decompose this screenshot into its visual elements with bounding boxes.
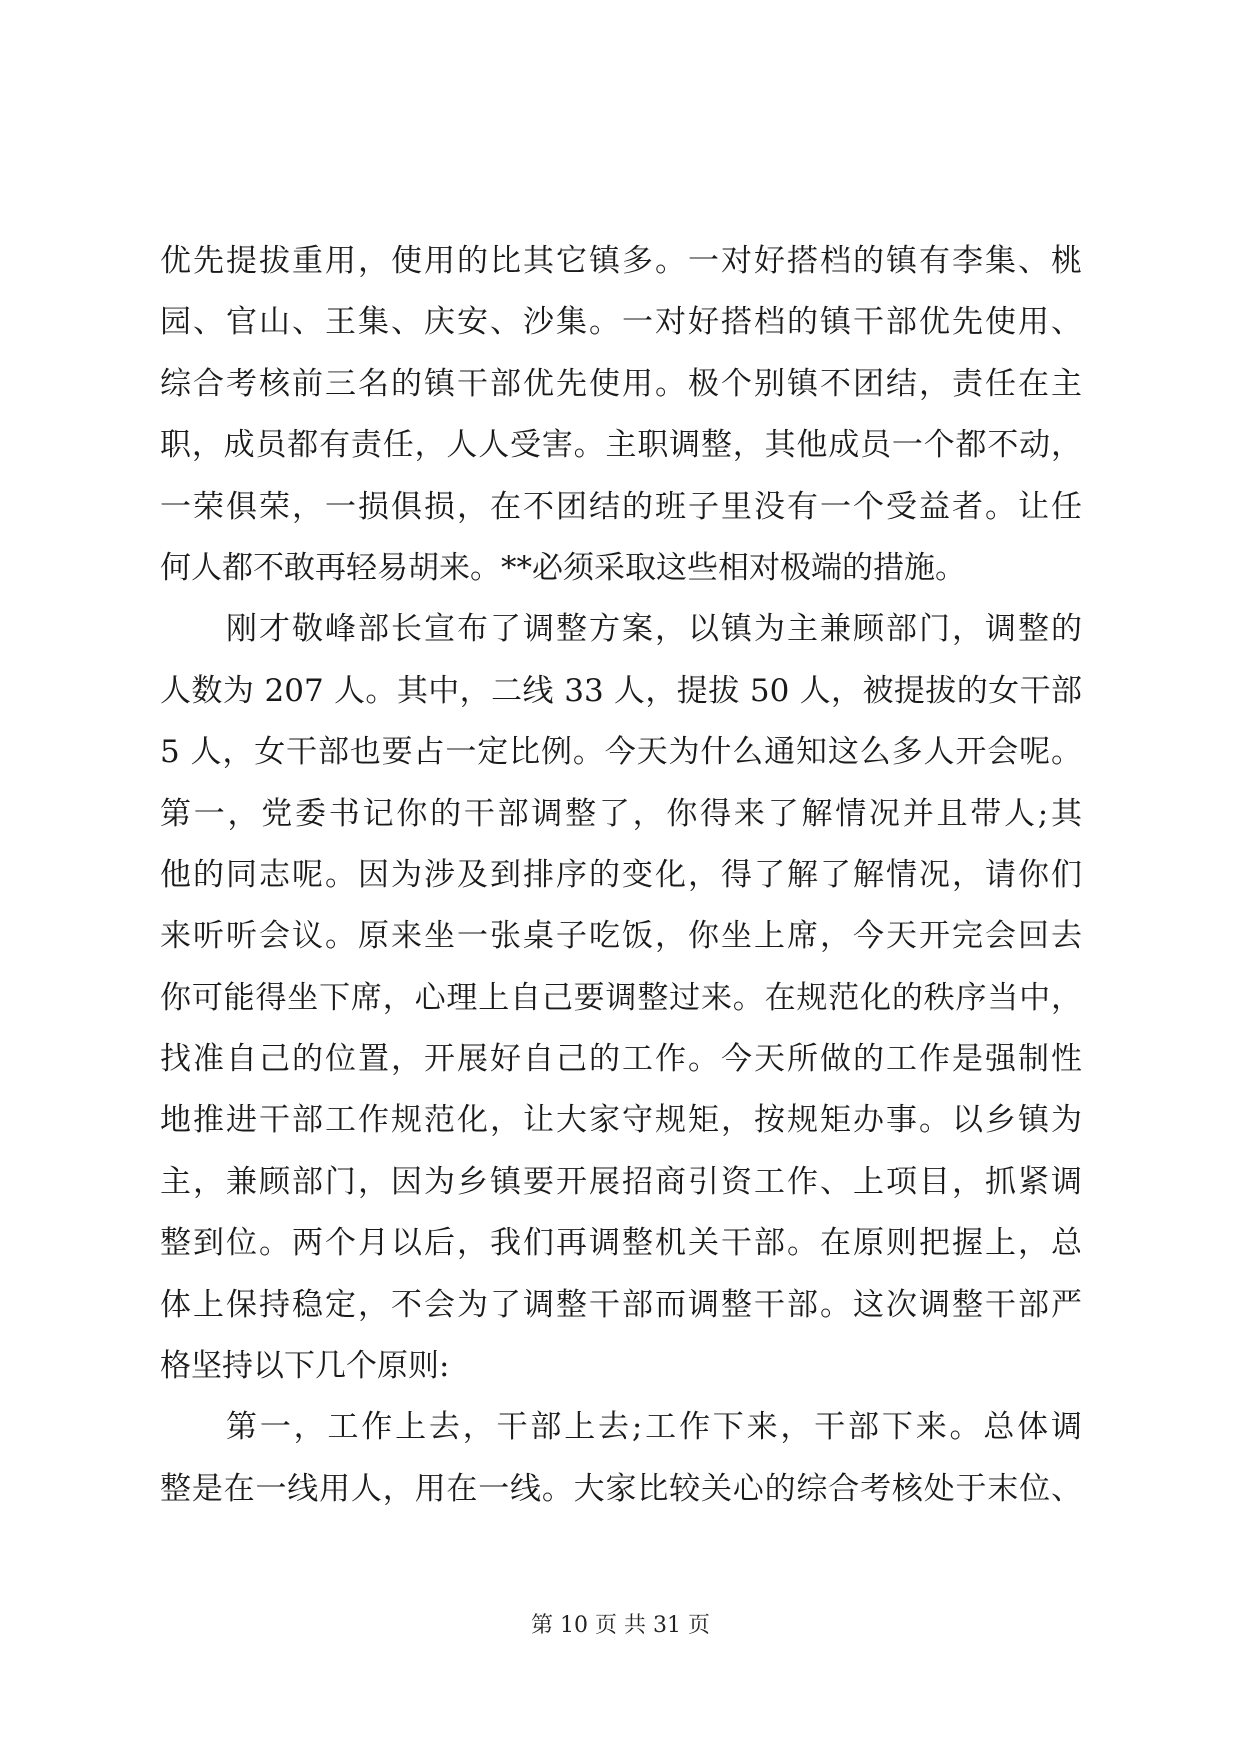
text-line: 你可能得坐下席，心理上自己要调整过来。在规范化的秩序当中， bbox=[160, 979, 1082, 1016]
text-line: 人数为 207 人。其中，二线 33 人，提拔 50 人，被提拔的女干部 bbox=[160, 672, 1082, 709]
text-line: 主，兼顾部门，因为乡镇要开展招商引资工作、上项目，抓紧调 bbox=[160, 1163, 1082, 1200]
text-line: 园、官山、王集、庆安、沙集。一对好搭档的镇干部优先使用、 bbox=[160, 304, 1082, 341]
paragraph-first-line: 刚才敬峰部长宣布了调整方案，以镇为主兼顾部门，调整的 bbox=[226, 611, 1082, 648]
text-line: 第一，党委书记你的干部调整了，你得来了解情况并且带人;其 bbox=[160, 795, 1082, 832]
text-line: 来听听会议。原来坐一张桌子吃饭，你坐上席，今天开完会回去 bbox=[160, 918, 1082, 955]
text-line: 整到位。两个月以后，我们再调整机关干部。在原则把握上，总 bbox=[160, 1225, 1082, 1262]
text-line: 整是在一线用人，用在一线。大家比较关心的综合考核处于末位、 bbox=[160, 1470, 1082, 1507]
text-line: 格坚持以下几个原则: bbox=[160, 1348, 450, 1385]
text-line: 体上保持稳定，不会为了调整干部而调整干部。这次调整干部严 bbox=[160, 1286, 1082, 1323]
paragraph-first-line: 第一，工作上去，干部上去;工作下来，干部下来。总体调 bbox=[226, 1409, 1082, 1446]
text-line: 职，成员都有责任，人人受害。主职调整，其他成员一个都不动， bbox=[160, 427, 1082, 464]
text-line: 优先提拔重用，使用的比其它镇多。一对好搭档的镇有李集、桃 bbox=[160, 243, 1082, 279]
text-line: 一荣俱荣，一损俱损，在不团结的班子里没有一个受益者。让任 bbox=[160, 488, 1082, 525]
page-number-footer: 第 10 页 共 31 页 bbox=[531, 1613, 710, 1638]
text-line: 5 人，女干部也要占一定比例。今天为什么通知这么多人开会呢。 bbox=[160, 734, 1082, 771]
text-line: 综合考核前三名的镇干部优先使用。极个别镇不团结，责任在主 bbox=[160, 365, 1082, 402]
text-line: 找准自己的位置，开展好自己的工作。今天所做的工作是强制性 bbox=[160, 1041, 1082, 1078]
text-line: 何人都不敢再轻易胡来。**必须采取这些相对极端的措施。 bbox=[160, 549, 966, 586]
document-body bbox=[160, 231, 1082, 1520]
text-line: 他的同志呢。因为涉及到排序的变化，得了解了解情况，请你们 bbox=[160, 856, 1082, 893]
text-line: 地推进干部工作规范化，让大家守规矩，按规矩办事。以乡镇为 bbox=[160, 1102, 1082, 1139]
